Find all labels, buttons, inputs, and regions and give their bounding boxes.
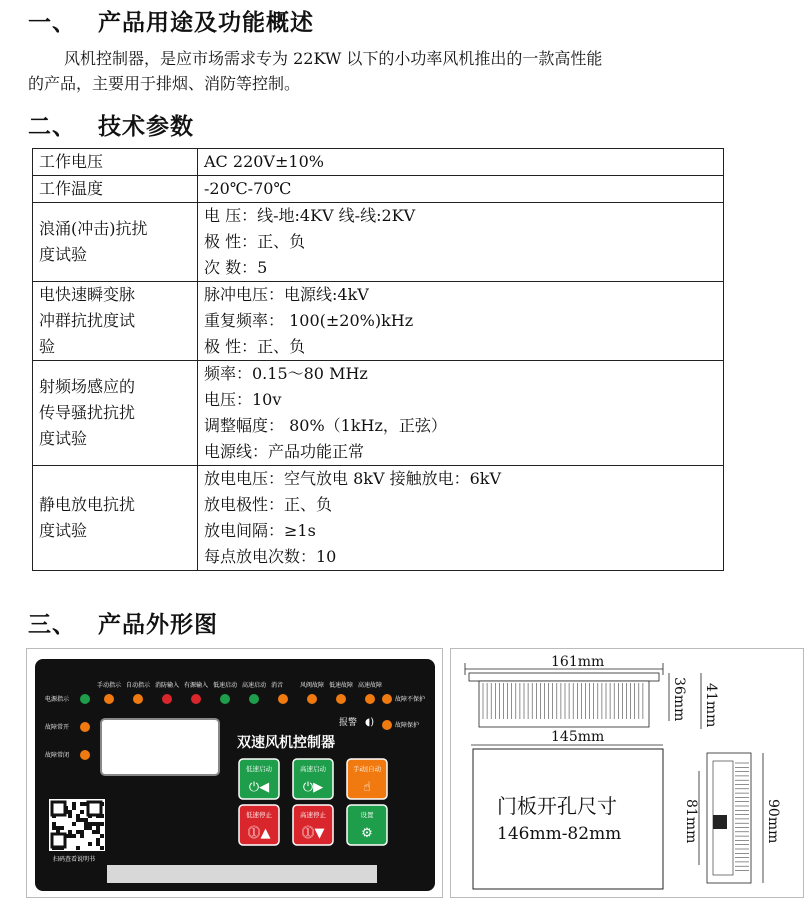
section-1-heading — [28, 4, 314, 37]
indicator-label: 自动指示 — [126, 682, 151, 689]
button-symbol-icon: ⏻▶ — [302, 780, 324, 795]
right-led — [382, 694, 392, 704]
spec-value-line: 放电间隔：≥1s — [204, 521, 316, 540]
height-90-label: 90mm — [765, 799, 781, 844]
spec-value-line: -20℃-70℃ — [204, 179, 292, 198]
qr-caption: 扫码查看说明书 — [53, 856, 96, 863]
left-led — [80, 750, 90, 760]
spec-value-line: 放电电压：空气放电 8kV 接触放电：6kV — [204, 469, 502, 488]
spec-value-line: 电 压：线-地:4KV 线-线:2KV — [204, 206, 416, 225]
spec-row — [33, 466, 724, 571]
indicator-led — [249, 694, 259, 704]
panel-button-label: 设置 — [360, 811, 374, 819]
spec-key — [33, 282, 198, 361]
panel-button-label: 高速启动 — [300, 765, 326, 773]
left-led — [80, 722, 90, 732]
spec-value-line: 脉冲电压：电源线:4kV — [204, 285, 369, 304]
indicator-led — [220, 694, 230, 704]
panel-button-label: 低速启动 — [246, 765, 272, 773]
spec-key-line: 工作电压 — [39, 152, 104, 171]
indicator-led — [336, 694, 346, 704]
spec-row — [33, 361, 724, 466]
section-2-heading — [28, 108, 194, 141]
indicator-led — [307, 694, 317, 704]
indicator-label: 手动指示 — [97, 682, 122, 689]
section-title: 产品外形图 — [98, 612, 218, 638]
spec-value-line: 次 数：5 — [204, 258, 268, 277]
dimension-drawing — [450, 648, 804, 898]
spec-value — [198, 466, 724, 571]
intro-paragraph — [28, 46, 748, 96]
height-36-label: 36mm — [671, 677, 687, 722]
indicator-label: 低速启动 — [213, 682, 238, 689]
spec-value-line: 极 性：正、负 — [204, 337, 306, 356]
spec-key-line: 射频场感应的 — [39, 377, 136, 396]
spec-row — [33, 149, 724, 176]
cutout-size: 146mm-82mm — [497, 824, 622, 844]
spec-value — [198, 361, 724, 466]
section-3-heading — [28, 606, 218, 639]
indicator-led — [365, 694, 375, 704]
cutout-title: 门板开孔尺寸 — [497, 794, 617, 818]
spec-key-line: 验 — [39, 337, 56, 356]
panel-button-label: 高速停止 — [300, 811, 326, 819]
button-symbol-icon: ☝ — [363, 780, 371, 795]
spec-key-line: 冲群抗扰度试 — [39, 311, 136, 330]
spec-key-line: 度试验 — [39, 245, 88, 264]
spec-value — [198, 149, 724, 176]
spec-value-line: AC 220V±10% — [204, 152, 324, 171]
indicator-label: 消音 — [271, 682, 284, 689]
indicator-label: 高速故障 — [358, 682, 383, 689]
spec-value-line: 重复频率： 100(±20%)kHz — [204, 311, 414, 330]
spec-value-line: 频率：0.15～80 MHz — [204, 364, 368, 383]
product-panel-image — [26, 648, 443, 898]
indicator-led — [104, 694, 114, 704]
spec-key-line: 静电放电抗扰 — [39, 495, 136, 514]
panel-button[interactable] — [347, 805, 387, 845]
height-81-label: 81mm — [683, 799, 699, 844]
speaker-icon: ◖) — [365, 717, 375, 728]
spec-key — [33, 361, 198, 466]
section-title: 产品用途及功能概述 — [98, 10, 314, 36]
spec-key — [33, 149, 198, 176]
section-number: 二、 — [28, 114, 76, 140]
panel-button[interactable] — [347, 759, 387, 799]
height-41-label: 41mm — [703, 683, 719, 728]
indicator-label: 高速启动 — [242, 682, 267, 689]
indicator-label: 风阀故障 — [300, 682, 325, 689]
spec-key-line: 度试验 — [39, 429, 88, 448]
intro-line-2: 的产品，主要用于排烟、消防等控制。 — [28, 74, 301, 93]
panel-button-label: 低速停止 — [246, 811, 272, 819]
section-number: 三、 — [28, 612, 76, 638]
right-led — [382, 720, 392, 730]
indicator-led — [191, 694, 201, 704]
panel-title: 双速风机控制器 — [237, 735, 335, 751]
spec-key — [33, 176, 198, 203]
indicator-label: 有源输入 — [184, 682, 209, 689]
panel-button[interactable] — [293, 805, 333, 845]
section-number: 一、 — [28, 10, 76, 36]
label-strip — [107, 865, 377, 883]
spec-value-line: 放电极性：正、负 — [204, 495, 333, 514]
spec-value — [198, 176, 724, 203]
spec-value — [198, 282, 724, 361]
button-symbol-icon: ⏻◀ — [248, 780, 270, 795]
dimension-svg — [451, 649, 803, 897]
spec-value-line: 调整幅度： 80%（1kHz，正弦） — [204, 416, 447, 435]
qr-code — [49, 799, 105, 851]
button-symbol-icon: ⓵▲ — [247, 826, 271, 841]
spec-row — [33, 282, 724, 361]
left-indicator-label: 电源指示 — [45, 696, 70, 703]
button-symbol-icon: ⓵▼ — [301, 826, 325, 841]
spec-key — [33, 203, 198, 282]
width-145-label: 145mm — [551, 729, 605, 745]
power-led — [80, 694, 90, 704]
spec-key-line: 传导骚扰抗扰 — [39, 403, 136, 422]
left-indicator-label: 故障常开 — [45, 724, 70, 731]
right-indicator-label: 故障保护 — [395, 722, 420, 729]
spec-value-line: 极 性：正、负 — [204, 232, 306, 251]
alarm-label: 报警 — [339, 718, 358, 728]
width-161-label: 161mm — [551, 654, 605, 670]
indicator-label: 低速故障 — [329, 682, 354, 689]
spec-key-line: 工作温度 — [39, 179, 104, 198]
spec-table — [32, 148, 724, 571]
indicator-led — [278, 694, 288, 704]
spec-key — [33, 466, 198, 571]
panel-button[interactable] — [239, 759, 279, 799]
spec-key-line: 浪涌(冲击)抗扰 — [39, 219, 148, 238]
intro-line-1: 风机控制器，是应市场需求专为 22KW 以下的小功率风机推出的一款高性能 — [64, 49, 603, 68]
panel-button[interactable] — [239, 805, 279, 845]
spec-row — [33, 203, 724, 282]
left-indicator-label: 故障常闭 — [45, 752, 70, 759]
spec-key-line: 度试验 — [39, 521, 88, 540]
spec-value-line: 每点放电次数：10 — [204, 547, 337, 566]
section-title: 技术参数 — [98, 114, 194, 140]
spec-value — [198, 203, 724, 282]
indicator-led — [162, 694, 172, 704]
indicator-label: 消防输入 — [155, 682, 180, 689]
button-symbol-icon: ⚙ — [361, 826, 373, 841]
panel-drawing — [27, 649, 442, 897]
spec-value-line: 电压：10v — [204, 390, 282, 409]
indicator-led — [133, 694, 143, 704]
spec-row — [33, 176, 724, 203]
right-indicator-label: 故障不保护 — [395, 696, 426, 703]
spec-value-line: 电源线：产品功能正常 — [204, 442, 365, 461]
spec-key-line: 电快速瞬变脉 — [39, 285, 136, 304]
panel-button[interactable] — [293, 759, 333, 799]
lcd-display — [101, 719, 219, 775]
panel-button-label: 手动|自动 — [352, 765, 382, 773]
